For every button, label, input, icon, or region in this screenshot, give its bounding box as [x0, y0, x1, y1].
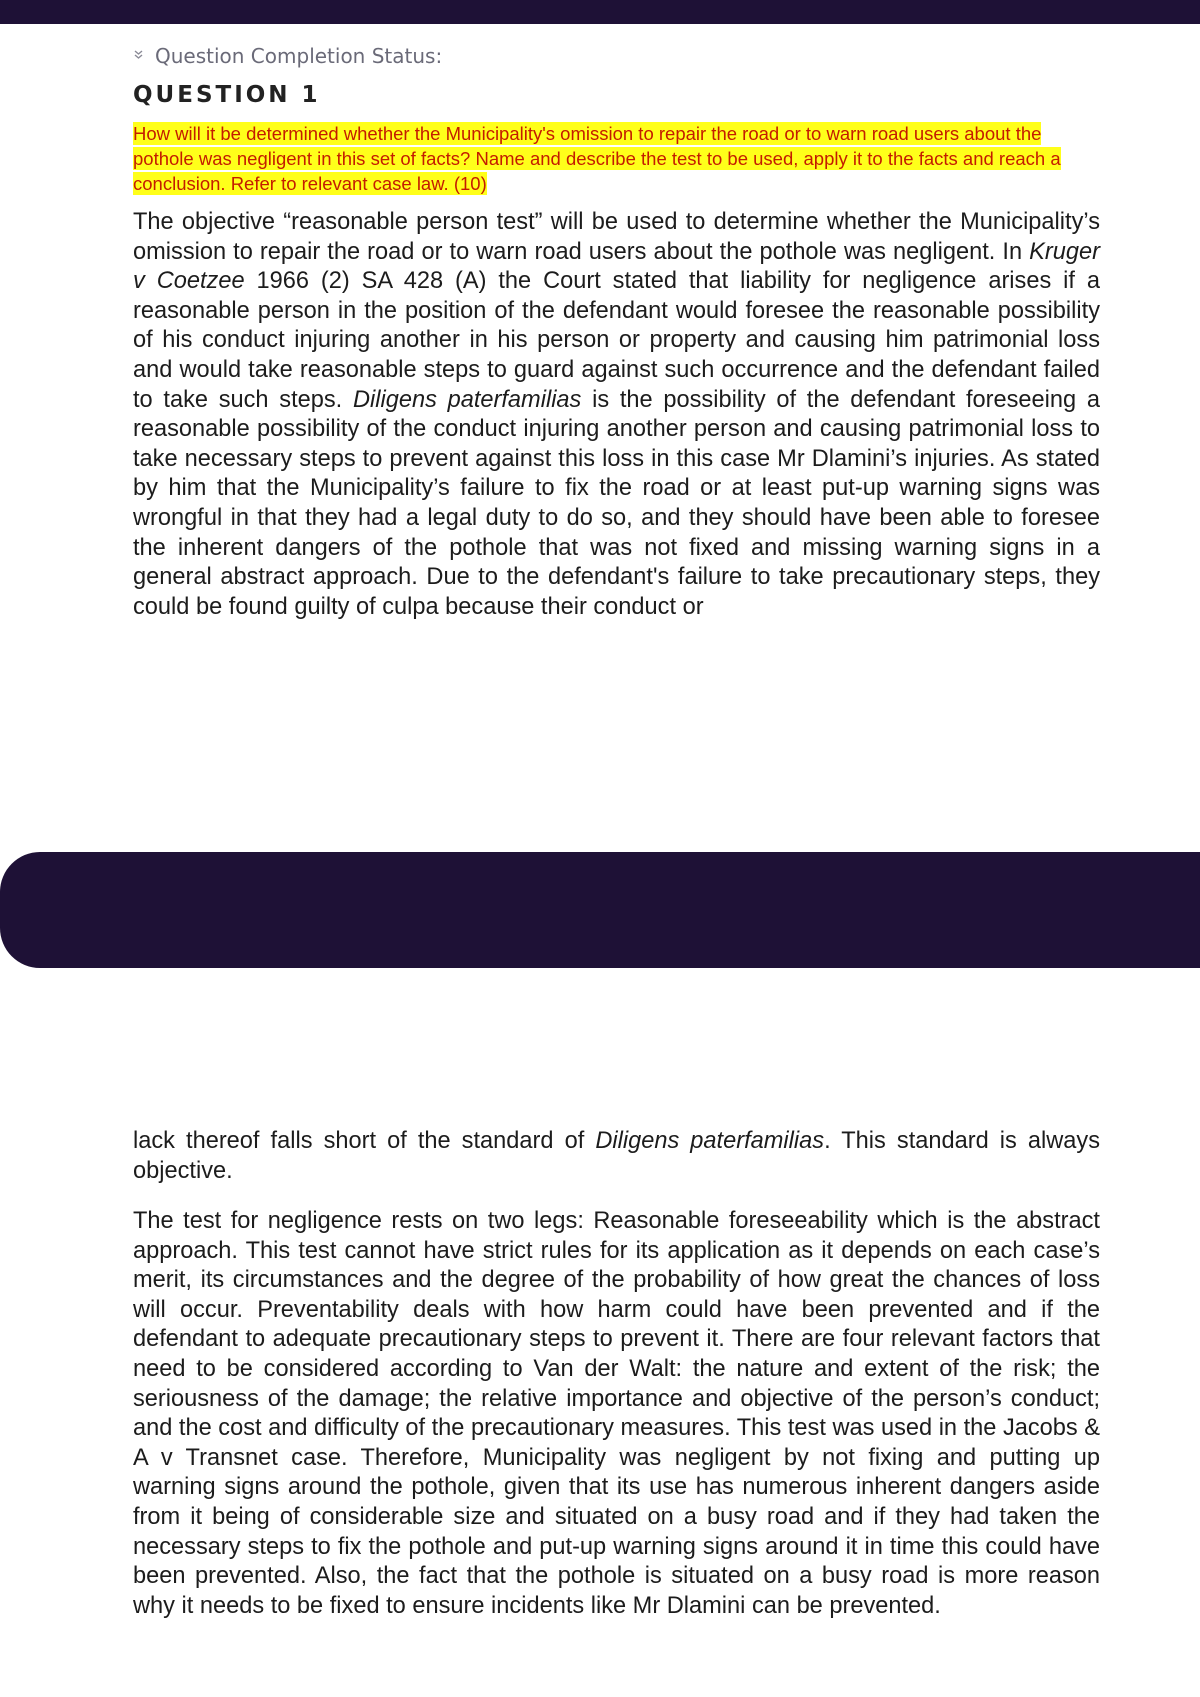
- answer-paragraph-2: lack thereof falls short of the standard of Diligens paterfamilias. This standard is always objective.: [133, 1128, 1100, 1184]
- top-dark-bar: [0, 0, 1200, 24]
- question-title: QUESTION 1: [133, 82, 321, 108]
- dark-divider-band: [0, 852, 1200, 968]
- question-prompt: [133, 121, 1100, 196]
- case-name: Kruger v Coetzee: [133, 238, 1100, 295]
- answer-paragraph-1: The objective “reasonable person test” will be used to determine whether the Municipality’s omission to repair the road or to warn road users about the pothole was negligent. In Kruger v Coetzee 1966 (2) SA 428 (A) the Court stated that liability for negligence arises if a reasonable person in the position of the defendant would foresee the reasonable possibility of his conduct injuring another in his person or property and causing him patrimonial loss and would take reasonable steps to guard against such occurrence and the defendant failed to take such steps. Diligens paterfamilias is the possibility of the defendant foreseeing a reasonable possibility of the conduct injuring another person and causing patrimonial loss to take necessary steps to prevent against this loss in this case Mr Dlamini’s injuries. As stated by him that the Municipality’s failure to fix the road or at least put-up warning signs was wrongful in that they had a legal duty to do so, and they should have been able to foresee the inherent dangers of the pothole that was not fixed and missing warning signs in a general abstract approach. Due to the defendant's failure to take precautionary steps, they could be found guilty of culpa because their conduct or: [133, 209, 1101, 620]
- status-label: Question Completion Status:: [155, 44, 443, 68]
- answer-paragraph-3: The test for negligence rests on two legs: Reasonable foreseeability which is the abstract approach. This test cannot have strict rules for its application as it depends on each case’s merit, its circumstances and the degree of the probability of how great the chances of loss will occur. Preventability deals with how harm could have been prevented and if the defendant to adequate precautionary steps to prevent it. There are four relevant factors that need to be considered according to Van der Walt: the nature and extent of the risk; the seriousness of the damage; the relative importance and objective of the person’s conduct; and the cost and difficulty of the precautionary measures. This test was used in the Jacobs & A v Transnet case. Therefore, Municipality was negligent by not fixing and putting up warning signs around the pothole, given that its use has numerous inherent dangers aside from it being of considerable size and situated on a busy road and if they had taken the necessary steps to fix the pothole and put-up warning signs around it in time this could have been prevented. Also, the fact that the pothole is situated on a busy road is more reason why it needs to be fixed to ensure incidents like Mr Dlamini can be prevented.: [133, 1208, 1101, 1619]
- highlighted-prompt-text: How will it be determined whether the Municipality's omission to repair the road or to warn road users about the pothole was negligent in this set of facts? Name and describe the test to be used, apply it to the facts and reach a conclusion. Refer to relevant case law. (10): [133, 123, 1061, 194]
- legal-term: Diligens paterfamilias: [352, 386, 582, 413]
- legal-term: Diligens paterfamilias: [595, 1128, 825, 1154]
- chevron-down-icon[interactable]: [133, 49, 145, 64]
- question-completion-status[interactable]: [133, 44, 1100, 68]
